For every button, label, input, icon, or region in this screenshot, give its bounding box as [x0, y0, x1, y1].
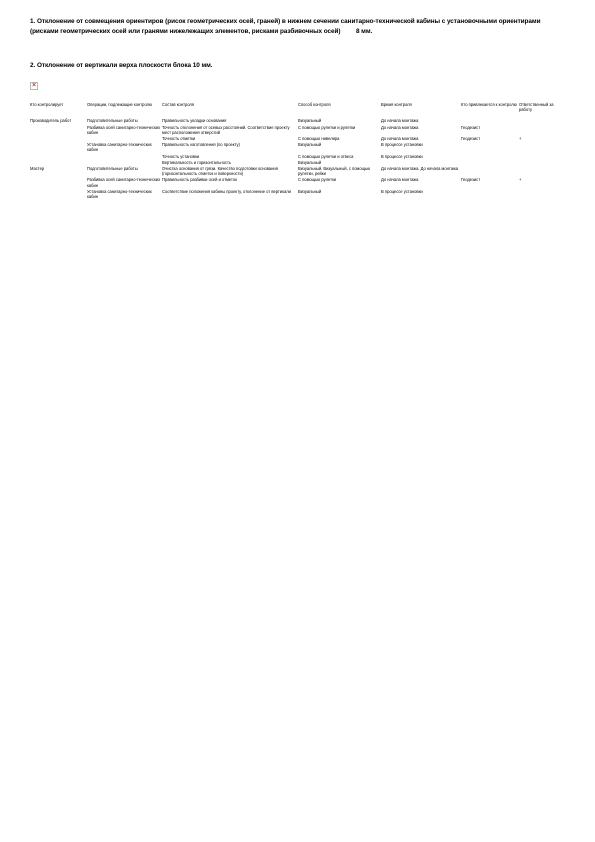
table-cell: До начала монтажа: [381, 124, 419, 130]
table-cell: [30, 177, 87, 188]
table-cell: [461, 142, 519, 153]
table-cell: Точность отклонения от осевых расстояний. Соответствие проекту мест расположения отверстий: [162, 124, 290, 135]
table-cell: Производитель работ: [30, 118, 72, 124]
table-cell: Установка санитарно-технических кабин: [87, 188, 152, 200]
table-cell: [30, 125, 87, 136]
control-table: [30, 102, 560, 200]
table-row: [30, 142, 560, 153]
table-cell: [519, 189, 560, 200]
table-cell: Геодезист: [461, 177, 481, 183]
table-row: [30, 189, 560, 200]
broken-image-icon: ×: [31, 82, 37, 89]
header-responsible: Ответственный за работу: [519, 102, 554, 113]
table-cell: Точность установки: [162, 153, 200, 159]
deviation-paragraph-1: [30, 17, 550, 37]
table-cell: С помощью нивелира: [298, 136, 340, 142]
table-cell: До начала монтажа: [381, 118, 419, 124]
header-control-method: Способ контроля: [298, 102, 331, 107]
table-cell: Соответствие положения кабины проекту, отклонение от вертикали: [162, 188, 291, 194]
table-cell: Правильность изготовления (по проекту): [162, 142, 240, 148]
table-cell: С помощью рулетки: [298, 177, 337, 183]
table-cell: До начала монтажа: [381, 136, 419, 142]
table-cell: [461, 189, 519, 200]
table-cell: В процессе установки: [381, 153, 423, 159]
table-cell: Разбивка осей санитарно-технических кабин: [87, 177, 161, 188]
table-cell: +: [519, 177, 522, 183]
table-cell: Очистка основания от грязи. Качество подготовки основания (горизонтальность отметок и поверхности): [162, 166, 278, 177]
table-cell: Правильность разбивки осей и отметок: [162, 177, 237, 183]
deviation-2-text: 2. Отклонение от вертикали верха плоскости блока 10 мм.: [30, 62, 213, 69]
table-cell: Разбивка осей санитарно-технических кабин: [87, 124, 161, 135]
table-cell: В процессе установки: [381, 188, 423, 194]
table-cell: Визуальный: [298, 142, 322, 148]
table-cell: Визуальный. Визуальный, с помощью рулетки, рейки: [298, 166, 371, 177]
table-cell: [519, 166, 560, 177]
table-cell: [30, 189, 87, 200]
table-cell: Подготовительные работы: [87, 118, 138, 124]
header-who-controls: Кто контролирует: [30, 102, 64, 107]
table-cell: Правильность укладки основания: [162, 118, 227, 124]
table-row: [30, 166, 560, 177]
header-operations: Операции, подлежащие контролю: [87, 102, 153, 107]
table-cell: До начала монтажа. До начала монтажа: [381, 166, 459, 172]
table-cell: [519, 125, 560, 136]
header-control-time: Время контроля: [381, 102, 412, 107]
table-cell: [30, 142, 87, 153]
table-cell: Визуальный: [298, 159, 322, 165]
table-cell: В процессе установки: [381, 142, 423, 148]
table-cell: Вертикальность и горизонтальность: [162, 159, 232, 165]
table-cell: До начала монтажа: [381, 177, 419, 183]
table-row: [30, 177, 560, 188]
table-cell: Точность отметки: [162, 136, 196, 142]
table-cell: Визуальный: [298, 118, 322, 124]
table-cell: Мастер: [30, 166, 45, 172]
deviation-paragraph-2: [30, 61, 550, 71]
table-cell: Визуальный: [298, 188, 322, 194]
table-cell: Подготовительные работы: [87, 166, 138, 172]
header-control-content: Состав контроля: [162, 102, 195, 107]
header-involved: Кто привлекается к контролю: [461, 102, 517, 107]
table-cell: Установка санитарно-технических кабин: [87, 142, 152, 153]
deviation-1-text: 1. Отклонение от совмещения ориентиров (рисок геометрических осей, граней) в нижнем сечении санитарно-технической кабины с установочными ориентирами (рисками геометрических осей или гранями нижележащих элементов, рисками разбивочных осей): [30, 18, 541, 35]
table-cell: [461, 166, 519, 177]
table-row: [30, 125, 560, 136]
table-cell: +: [519, 136, 522, 142]
table-cell: Геодезист: [461, 136, 481, 142]
deviation-1-value: 8 мм.: [355, 28, 373, 35]
table-cell: [519, 142, 560, 153]
table-cell: С помощью рулетки и рулетки: [298, 124, 356, 130]
table-header-row: [30, 102, 560, 118]
table-cell: Геодезист: [461, 124, 481, 130]
table-cell: С помощью рулетки и отвеса: [298, 153, 354, 159]
